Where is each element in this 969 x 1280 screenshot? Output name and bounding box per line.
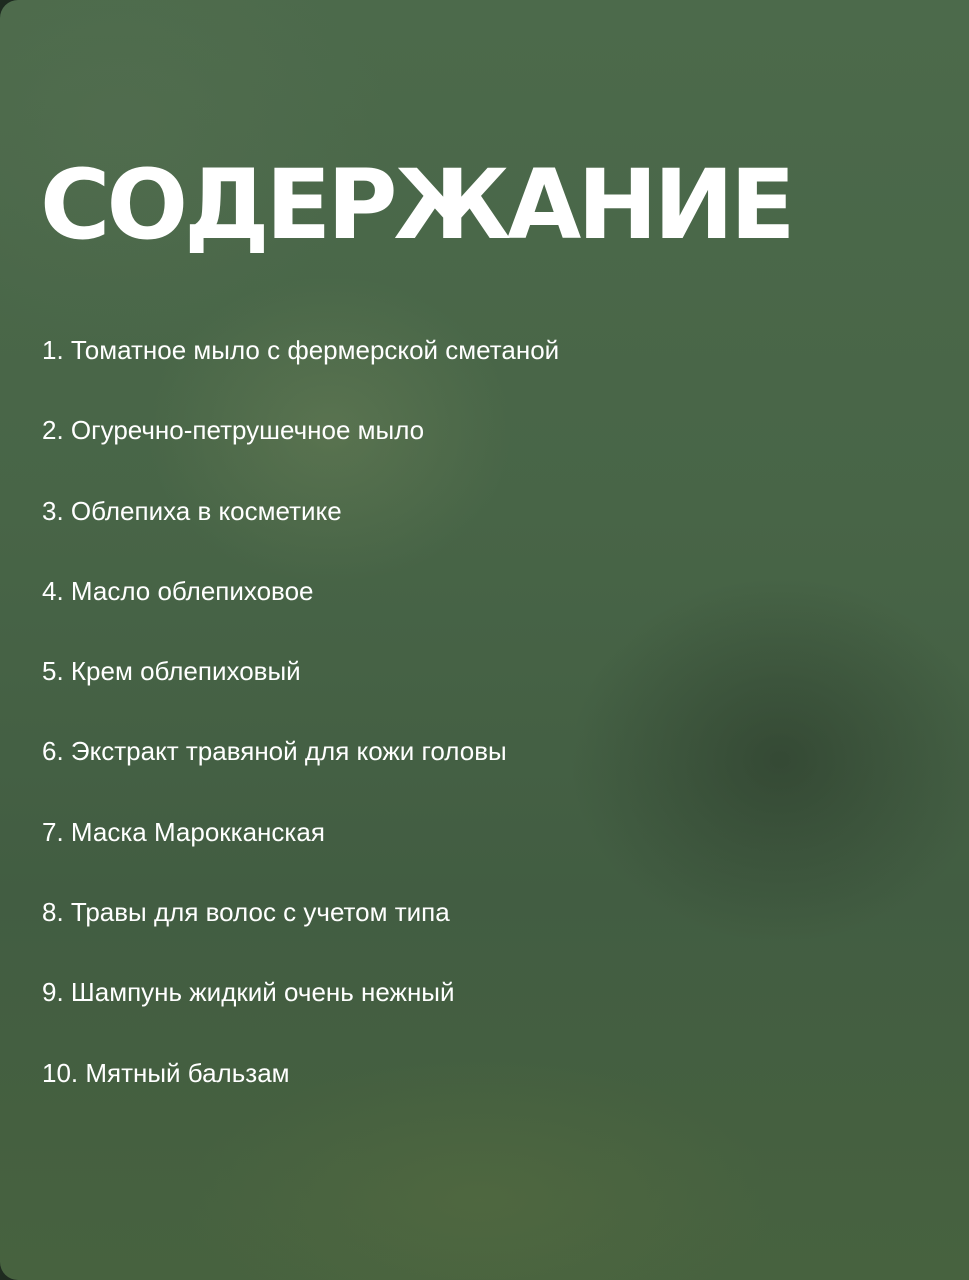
contents-item-2: 2. Огуречно-петрушечное мыло: [42, 415, 425, 446]
contents-item-4: 4. Масло облепиховое: [42, 575, 314, 606]
contents-item-10: 10. Мятный бальзам: [42, 1057, 290, 1088]
contents-item-5: 5. Крем облепиховый: [42, 656, 301, 687]
contents-item-7: 7. Маска Марокканская: [42, 816, 325, 847]
contents-item-8: 8. Травы для волос с учетом типа: [42, 897, 450, 928]
contents-item-6: 6. Экстракт травяной для кожи головы: [42, 736, 507, 767]
contents-item-9: 9. Шампунь жидкий очень нежный: [42, 977, 455, 1008]
contents-item-3: 3. Облепиха в косметике: [42, 495, 342, 526]
page-title: СОДЕРЖАНИЕ: [40, 149, 792, 261]
contents-item-1: 1. Томатное мыло с фермерской сметаной: [42, 335, 560, 365]
contents-list: [42, 326, 559, 1129]
